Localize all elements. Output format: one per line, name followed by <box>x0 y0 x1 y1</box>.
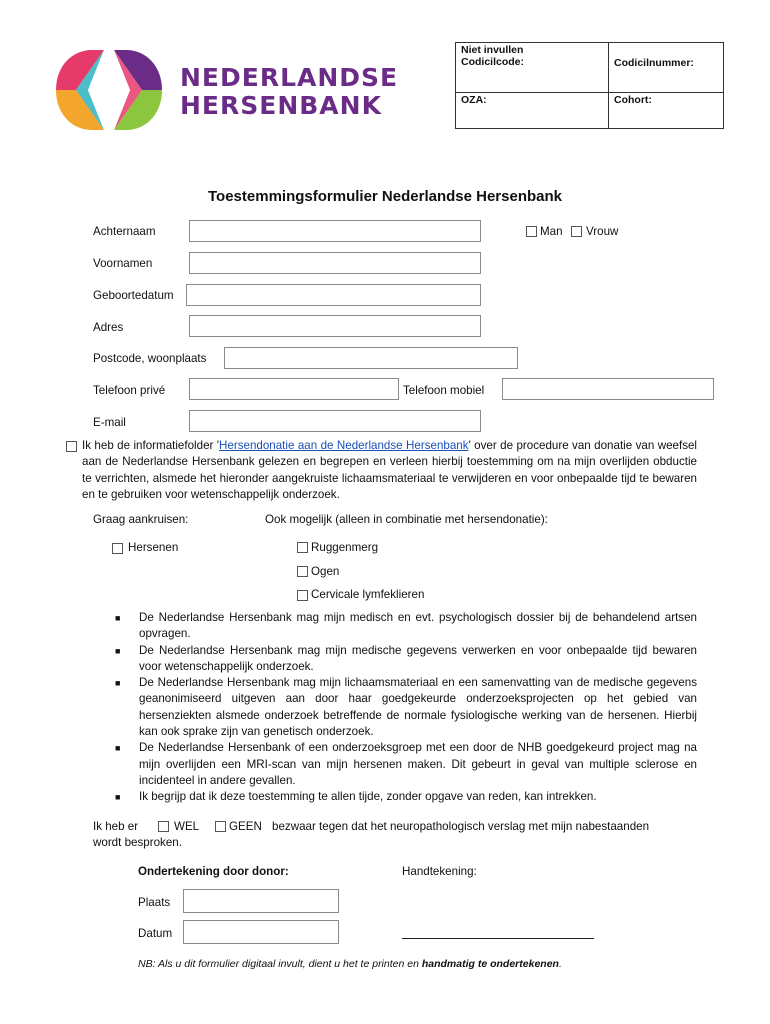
adres-input[interactable] <box>189 315 481 337</box>
ruggenmerg-checkbox[interactable] <box>297 542 308 553</box>
signature-heading: Ondertekening door donor: <box>138 865 289 878</box>
statement-list <box>115 610 697 806</box>
list-item-text: De Nederlandse Hersenbank of een onderzoeksgroep met een door de NHB goedgekeurd project mag na mijn overlijden een MRI-scan van mijn hersenen maken. Dit gebeurt in geval van multiple sclerose en incidenteel in andere gevallen. <box>139 741 697 787</box>
admin-oza-cell <box>456 93 609 129</box>
consent-prefix: Ik heb de informatiefolder ' <box>82 439 220 452</box>
man-checkbox[interactable] <box>526 226 537 237</box>
vrouw-label: Vrouw <box>586 225 619 238</box>
wel-checkbox[interactable] <box>158 821 169 832</box>
list-item <box>115 610 697 643</box>
list-item-text: De Nederlandse Hersenbank mag mijn medisch en evt. psychologisch dossier bij de behandelend artsen opvragen. <box>139 611 697 641</box>
datum-label: Datum <box>138 927 173 940</box>
datum-input[interactable] <box>183 920 339 944</box>
voornamen-label: Voornamen <box>93 257 153 270</box>
left-options-header: Graag aankruisen: <box>93 513 189 526</box>
objection-line-2: wordt besproken. <box>93 836 182 849</box>
logo-line-2: HERSENBANK <box>180 91 382 120</box>
note-suffix: . <box>558 958 562 970</box>
bullet-icon: ■ <box>115 645 121 656</box>
admin-cohort-label: Cohort: <box>614 94 652 106</box>
admin-header: Niet invullen <box>461 44 524 56</box>
brand-logo-icon <box>48 44 170 136</box>
plaats-label: Plaats <box>138 896 171 909</box>
note-bold: handmatig te ondertekenen <box>421 958 559 970</box>
hersenen-label: Hersenen <box>128 541 179 554</box>
bullet-icon: ■ <box>115 743 121 754</box>
list-item-text: De Nederlandse Hersenbank mag mijn medische gegevens verwerken en voor onbepaalde tijd bewaren voor wetenschappelijk onderzoek. <box>139 643 697 673</box>
folder-link[interactable]: Hersendonatie aan de Nederlandse Hersenbank <box>219 439 469 452</box>
handtekening-label: Handtekening: <box>402 865 477 878</box>
achternaam-label: Achternaam <box>93 225 156 238</box>
admin-box <box>455 42 724 129</box>
hersenen-checkbox[interactable] <box>112 543 123 554</box>
postcode-label: Postcode, woonplaats <box>93 352 207 365</box>
voornamen-input[interactable] <box>189 252 481 274</box>
plaats-input[interactable] <box>183 889 339 913</box>
list-item <box>115 789 697 805</box>
telefoon-mobiel-input[interactable] <box>502 378 714 400</box>
list-item-text: Ik begrijp dat ik deze toestemming te allen tijde, zonder opgave van reden, kan intrekken. <box>139 790 597 804</box>
bullet-icon: ■ <box>115 792 121 803</box>
list-item-text: De Nederlandse Hersenbank mag mijn lichaamsmateriaal en een samenvatting van de medische gegevens geanonimiseerd uitgeven aan door haar goedgekeurde onderzoeksprojecten op het gebied van hersenziekten alsmede onderzoek betreffende de normale fysiologische werking van de hersenen. Hierbij kan ook sprake zijn van genetisch onderzoek. <box>139 676 697 739</box>
bullet-icon: ■ <box>115 613 121 623</box>
admin-codicilcode-cell <box>456 43 609 93</box>
geboortedatum-label: Geboortedatum <box>93 289 174 302</box>
man-label: Man <box>540 225 563 238</box>
wel-label: WEL <box>174 820 200 833</box>
list-item <box>115 675 697 740</box>
bullet-icon: ■ <box>115 678 121 689</box>
geen-label: GEEN <box>229 820 262 833</box>
geen-checkbox[interactable] <box>215 821 226 832</box>
print-note <box>138 958 562 970</box>
objection-prefix: Ik heb er <box>93 820 139 833</box>
admin-codicilnummer-label: Codicilnummer: <box>614 57 694 69</box>
list-item <box>115 643 697 676</box>
adres-label: Adres <box>93 321 124 334</box>
ogen-checkbox[interactable] <box>297 566 308 577</box>
right-options-header: Ook mogelijk (alleen in combinatie met hersendonatie): <box>265 513 548 526</box>
telefoon-prive-input[interactable] <box>189 378 399 400</box>
consent-checkbox[interactable] <box>66 441 77 452</box>
admin-oza-label: OZA: <box>461 94 487 106</box>
consent-paragraph <box>82 438 697 503</box>
signature-line[interactable] <box>402 938 594 939</box>
admin-codicilcode-label: Codicilcode: <box>461 56 525 68</box>
note-prefix: NB: Als u dit formulier digitaal invult, dient u het te printen en <box>138 958 422 970</box>
telefoon-mobiel-label: Telefoon mobiel <box>403 384 485 397</box>
email-label: E-mail <box>93 416 126 429</box>
lymfeklieren-checkbox[interactable] <box>297 590 308 601</box>
ogen-label: Ogen <box>311 565 340 578</box>
ruggenmerg-label: Ruggenmerg <box>311 541 379 554</box>
objection-suffix: bezwaar tegen dat het neuropathologisch verslag met mijn nabestaanden <box>272 820 650 833</box>
logo-line-1: NEDERLANDSE <box>180 63 399 92</box>
postcode-input[interactable] <box>224 347 518 369</box>
telefoon-prive-label: Telefoon privé <box>93 384 166 397</box>
list-item <box>115 740 697 789</box>
consent-suffix: ' over de procedure van donatie van weefsel aan de Nederlandse Hersenbank gelezen en begrepen en verleen hierbij toestemming om na mijn overlijden obductie te verrichten, alsmede het hieronder aangekruiste lichaamsmateriaal te verwijderen en voor onbepaalde tijd te bewaren en te gebruiken voor wetenschappelijk onderzoek. <box>82 439 698 501</box>
geboortedatum-input[interactable] <box>186 284 481 306</box>
page-title: Toestemmingsformulier Nederlandse Hersenbank <box>208 188 562 205</box>
email-input[interactable] <box>189 410 481 432</box>
admin-codicilnummer-cell <box>609 43 724 93</box>
admin-cohort-cell <box>609 93 724 129</box>
achternaam-input[interactable] <box>189 220 481 242</box>
vrouw-checkbox[interactable] <box>571 226 582 237</box>
lymfeklieren-label: Cervicale lymfeklieren <box>311 588 425 601</box>
